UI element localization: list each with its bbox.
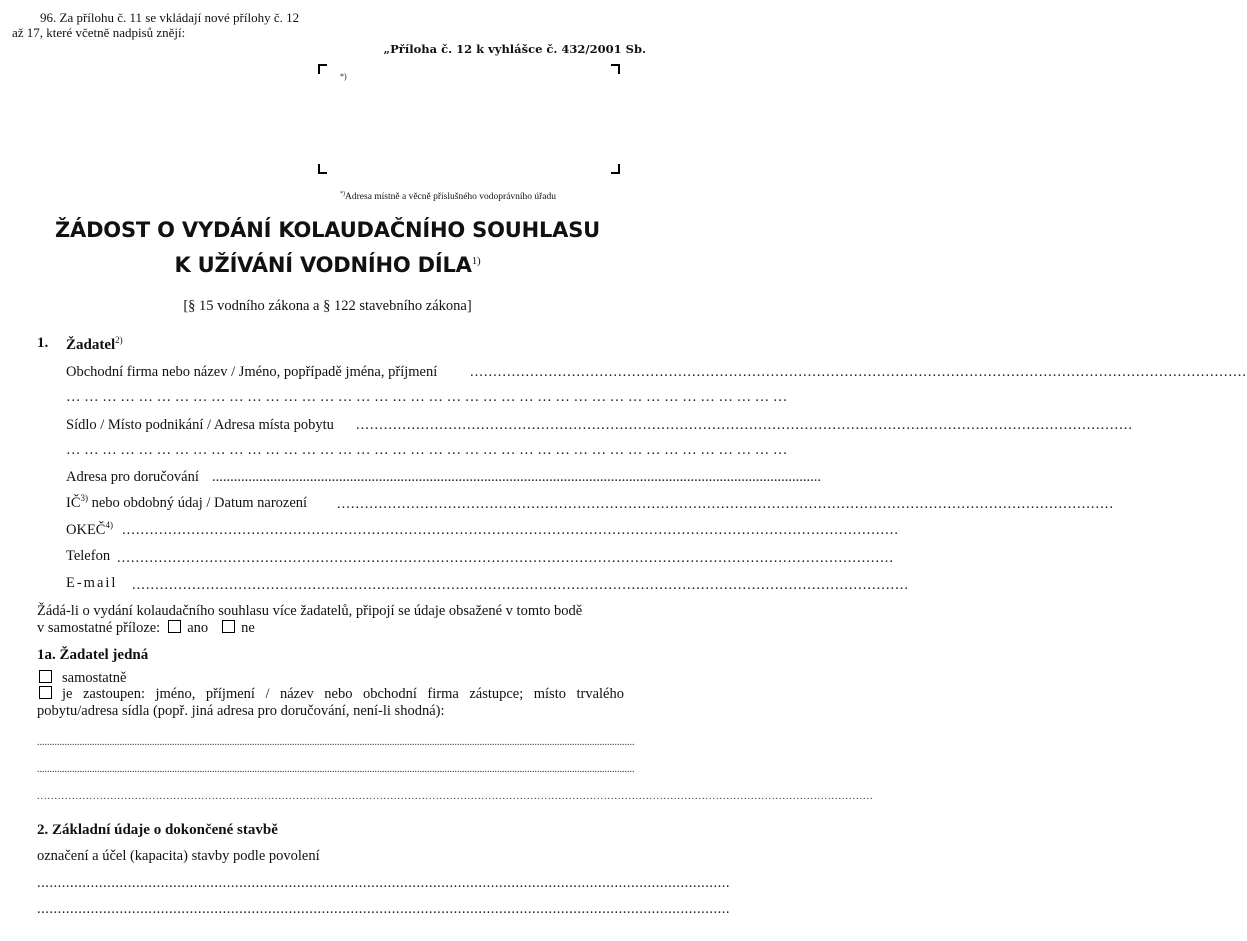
- address-box-marker: *): [340, 72, 347, 81]
- corner-bottom-left: [318, 164, 327, 174]
- corner-bottom-right: [611, 164, 620, 174]
- section-1-heading-text: Žadatel: [66, 337, 116, 353]
- multi-applicants-text-2: v samostatné příloze:: [37, 620, 161, 636]
- ic-label-text: nebo obdobný údaj / Datum narození: [91, 494, 308, 511]
- section-1a-heading: 1a. Žadatel jedná: [37, 647, 149, 663]
- section-2-label: označení a účel (kapacita) stavby podle povolení: [37, 848, 320, 864]
- field-delivery-label: Adresa pro doručování: [66, 469, 199, 485]
- address-footnote-mark: *): [340, 191, 345, 197]
- multi-applicants-text: Žádá-li o vydání kolaudačního souhlasu více žadatelů, připojí se údaje obsažené v tomto bodě: [37, 603, 583, 619]
- field-okec-input[interactable]: ........................................................................................................................................................................: [122, 522, 899, 538]
- label-samostatne: samostatně: [62, 670, 127, 686]
- field-name-input-continued[interactable]: … … … … … … … … … … … … … … … … … … … … … … … … … … … … … … … … … … … … … … … …: [66, 389, 788, 405]
- address-footnote: [340, 191, 556, 202]
- construction-input-line-1[interactable]: ........................................................................................................................................................................: [37, 875, 730, 891]
- representative-input-line-3[interactable]: ...............................................................................................................................................................................................................................................: [37, 791, 874, 802]
- intro-line-1: 96. Za přílohu č. 11 se vkládají nové přílohy č. 12: [40, 10, 300, 25]
- ic-prefix: IČ: [66, 494, 81, 511]
- checkbox-samostatne[interactable]: [39, 670, 52, 683]
- okec-text: OKEČ: [66, 521, 106, 538]
- field-seat-input-continued[interactable]: … … … … … … … … … … … … … … … … … … … … … … … … … … … … … … … … … … … … … … … …: [66, 442, 788, 458]
- field-phone-label: Telefon: [66, 548, 111, 564]
- construction-input-line-2[interactable]: ........................................................................................................................................................................: [37, 901, 730, 917]
- section-2-heading: 2. Základní údaje o dokončené stavbě: [37, 822, 278, 838]
- address-footnote-text: Adresa místně a věcně příslušného vodoprávního úřadu: [345, 192, 557, 203]
- field-name-label: Obchodní firma nebo název / Jméno, popřípadě jména, příjmení: [66, 364, 438, 380]
- section-1-number: 1.: [37, 335, 49, 351]
- label-ano: ano: [187, 620, 209, 636]
- field-ic-input[interactable]: ........................................................................................................................................................................: [337, 496, 1114, 512]
- intro-line-2: až 17, které včetně nadpisů znějí:: [12, 25, 186, 40]
- field-okec-label: [66, 520, 113, 539]
- title-footnote-ref: 1): [471, 255, 481, 267]
- field-ic-label: [66, 493, 307, 512]
- section-1-footnote-ref: 2): [115, 335, 123, 345]
- ic-footnote-ref: 3): [80, 493, 88, 503]
- option-alone: [37, 670, 126, 687]
- field-seat-label: Sídlo / Místo podnikání / Adresa místa pobytu: [66, 417, 334, 433]
- address-box[interactable]: [318, 64, 620, 174]
- field-delivery-input[interactable]: ........................................................................................................................................................................: [212, 469, 821, 485]
- multi-applicants-options: [37, 620, 255, 637]
- representative-input-line-1[interactable]: ...............................................................................................................................................................................................................................................: [37, 737, 635, 748]
- field-seat-input[interactable]: ........................................................................................................................................................................: [356, 417, 1133, 433]
- form-title-line-1: ŽÁDOST O VYDÁNÍ KOLAUDAČNÍHO SOUHLASU: [55, 218, 600, 242]
- label-zastoupen: je zastoupen: jméno, příjmení / název nebo obchodní firma zástupce; místo trvalého pobytu/adresa sídla (popř. jiná adresa pro doručování, není-li shodná):: [37, 686, 624, 719]
- annex-reference: „Příloha č. 12 k vyhlášce č. 432/2001 Sb.: [383, 42, 646, 56]
- field-email-label: E-mail: [66, 575, 118, 591]
- option-represented: [37, 686, 624, 720]
- label-ne: ne: [241, 620, 255, 636]
- field-name-input[interactable]: ........................................................................................................................................................................: [470, 364, 1247, 380]
- checkbox-ne[interactable]: [222, 620, 235, 633]
- okec-footnote-ref: 4): [105, 520, 113, 530]
- checkbox-ano[interactable]: [168, 620, 181, 633]
- field-phone-input[interactable]: ........................................................................................................................................................................: [117, 550, 894, 566]
- section-1-heading: [66, 335, 123, 354]
- representative-input-line-2[interactable]: ...............................................................................................................................................................................................................................................: [37, 764, 635, 775]
- field-email-input[interactable]: ........................................................................................................................................................................: [132, 577, 909, 593]
- checkbox-zastoupen[interactable]: [39, 686, 52, 699]
- form-subtitle: [§ 15 vodního zákona a § 122 stavebního zákona]: [183, 298, 472, 314]
- form-title-line-2-text: K UŽÍVÁNÍ VODNÍHO DÍLA: [174, 253, 472, 277]
- form-title-line-2: [0, 253, 655, 277]
- corner-top-right: [611, 64, 620, 74]
- corner-top-left: [318, 64, 327, 74]
